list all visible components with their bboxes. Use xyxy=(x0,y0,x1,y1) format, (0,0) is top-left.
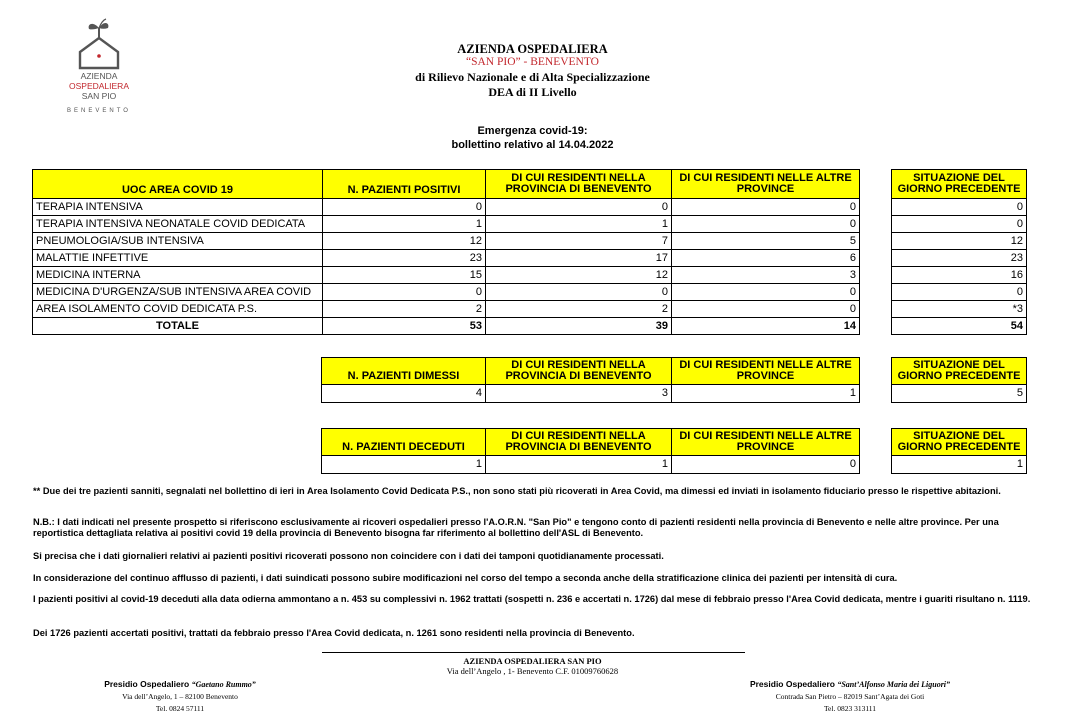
positives-value: 2 xyxy=(323,301,486,318)
note-data-changes: In considerazione del continuo afflusso di pazienti, i dati suindicati possono subire modificazioni nel corso del tempo a seconda anche della stratificazione clinica dei pazienti per intensità di cura. xyxy=(33,573,898,583)
area-name: MEDICINA D'URGENZA/SUB INTENSIVA AREA COVID xyxy=(33,284,323,301)
previous-day-value: 16 xyxy=(892,267,1027,284)
table-gap xyxy=(860,216,892,233)
discharged-count: 4 xyxy=(322,385,486,403)
footer-left-prefix: Presidio Ospedaliero xyxy=(104,679,192,689)
header-deceased-other xyxy=(672,429,860,456)
residents-other-value: 0 xyxy=(672,301,860,318)
table-gap xyxy=(860,385,892,403)
footer-divider xyxy=(322,652,745,653)
positives-value: 0 xyxy=(323,284,486,301)
residents-other-value: 14 xyxy=(672,318,860,335)
discharged-other: 1 xyxy=(672,385,860,403)
table-row xyxy=(33,233,1027,250)
footer-right-address: Contrada San Pietro – 82019 Sant’Agata dei Goti xyxy=(775,692,925,701)
discharged-bn: 3 xyxy=(486,385,672,403)
deceased-count: 1 xyxy=(322,456,486,474)
header-residents-bn-line2: PROVINCIA DI BENEVENTO xyxy=(505,183,652,195)
footer-right-name: “Sant’Alfonso Maria dei Liguori” xyxy=(837,680,951,689)
note-asterisk: ** Due dei tre pazienti sanniti, segnalati nel bollettino di ieri in Area Isolamento Covid Dedicata P.S., non sono stati più ricoverati in Area Covid, ma dimessi ed inviati in isolamento fiduciario presso le rispettive abitazioni. xyxy=(33,486,1001,496)
previous-day-value: 0 xyxy=(892,284,1027,301)
header-subtitle: di Rilievo Nazionale e di Alta Specializzazione xyxy=(415,70,650,84)
area-name: TERAPIA INTENSIVA NEONATALE COVID DEDICATA xyxy=(33,216,323,233)
deceased-prev: 1 xyxy=(892,456,1027,474)
residents-bn-value: 39 xyxy=(486,318,672,335)
residents-other-value: 3 xyxy=(672,267,860,284)
total-label: TOTALE xyxy=(33,318,323,335)
header-deceased-prev xyxy=(892,429,1027,456)
table-row xyxy=(33,284,1027,301)
header-deceased-prev-line1: SITUAZIONE DEL xyxy=(913,430,1005,442)
table-row xyxy=(322,456,1027,474)
table-row xyxy=(33,216,1027,233)
header-residents-bn-line1: DI CUI RESIDENTI NELLA xyxy=(511,172,646,184)
positives-value: 53 xyxy=(323,318,486,335)
note-data-mismatch: Si precisa che i dati giornalieri relativi ai pazienti positivi ricoverati possono non coincidere con i dati dei tamponi quotidianamente processati. xyxy=(33,551,664,561)
table-gap xyxy=(860,233,892,250)
header-discharged-prev-line2: GIORNO PRECEDENTE xyxy=(897,370,1021,382)
discharged-prev: 5 xyxy=(892,385,1027,403)
header-previous-day-line2: GIORNO PRECEDENTE xyxy=(897,183,1021,195)
positives-value: 1 xyxy=(323,216,486,233)
header-dea-level: DEA di II Livello xyxy=(488,85,577,99)
table-gap xyxy=(860,429,892,456)
residents-bn-value: 0 xyxy=(486,199,672,216)
positives-value: 0 xyxy=(323,199,486,216)
residents-other-value: 5 xyxy=(672,233,860,250)
header-title: AZIENDA OSPEDALIERA xyxy=(457,42,608,56)
header-residents-other-line2: PROVINCE xyxy=(736,183,795,195)
table-gap xyxy=(860,267,892,284)
footer-title: AZIENDA OSPEDALIERA SAN PIO xyxy=(463,656,602,666)
header-discharged-prev xyxy=(892,358,1027,385)
header-residents-other-line1: DI CUI RESIDENTI NELLE ALTRE xyxy=(679,172,852,184)
area-name: MEDICINA INTERNA xyxy=(33,267,323,284)
note-residents: Dei 1726 pazienti accertati positivi, trattati da febbraio presso l'Area Covid dedicata, n. 1261 sono residenti nella provincia di Benevento. xyxy=(33,628,635,638)
logo-line-4: BENEVENTO xyxy=(67,108,131,114)
bulletin-title: Emergenza covid-19: xyxy=(477,125,588,137)
table-row xyxy=(33,301,1027,318)
residents-bn-value: 1 xyxy=(486,216,672,233)
footer-right-prefix: Presidio Ospedaliero xyxy=(749,679,838,689)
residents-bn-value: 12 xyxy=(486,267,672,284)
previous-day-value: 23 xyxy=(892,250,1027,267)
header-deceased-other-line1: DI CUI RESIDENTI NELLE ALTRE xyxy=(679,430,852,442)
positives-value: 23 xyxy=(323,250,486,267)
header-deceased-bn-line2: PROVINCIA DI BENEVENTO xyxy=(505,441,652,453)
area-name: TERAPIA INTENSIVA xyxy=(33,199,323,216)
positives-value: 15 xyxy=(323,267,486,284)
note-deceased-totals: I pazienti positivi al covid-19 deceduti alla data odierna ammontano a n. 453 su complessivi n. 1962 trattati (sospetti n. 236 e accertati n. 1726) dal mese di febbraio presso l'Area Covid dedicata, mentre i guariti risultano n. 1119. xyxy=(33,594,1031,604)
logo-line-1: AZIENDA xyxy=(80,71,118,81)
table-row xyxy=(33,199,1027,216)
header-discharged-bn xyxy=(486,358,672,385)
residents-other-value: 0 xyxy=(672,284,860,301)
table-row xyxy=(33,267,1027,284)
discharged-table xyxy=(321,357,1027,403)
previous-day-value: *3 xyxy=(892,301,1027,318)
header-area: UOC AREA COVID 19 xyxy=(33,170,323,199)
table-gap xyxy=(860,358,892,385)
header-discharged-other xyxy=(672,358,860,385)
header-deceased-bn-line1: DI CUI RESIDENTI NELLA xyxy=(511,430,646,442)
footer-left-presidio xyxy=(80,680,280,712)
header-discharged-bn-line1: DI CUI RESIDENTI NELLA xyxy=(511,359,646,371)
table-gap xyxy=(860,250,892,267)
table-gap xyxy=(860,456,892,474)
area-name: AREA ISOLAMENTO COVID DEDICATA P.S. xyxy=(33,301,323,318)
header-deceased-other-line2: PROVINCE xyxy=(736,441,795,453)
header-previous-day xyxy=(892,170,1027,199)
table-gap xyxy=(860,301,892,318)
residents-other-value: 6 xyxy=(672,250,860,267)
previous-day-value: 12 xyxy=(892,233,1027,250)
header-deceased: N. PAZIENTI DECEDUTI xyxy=(322,429,486,456)
positives-table xyxy=(32,169,1027,335)
header-discharged-prev-line1: SITUAZIONE DEL xyxy=(913,359,1005,371)
area-name: PNEUMOLOGIA/SUB INTENSIVA xyxy=(33,233,323,250)
footer-left-name: “Gaetano Rummo” xyxy=(191,680,256,689)
footer-left-address: Via dell’Angelo, 1 – 82100 Benevento xyxy=(122,692,238,701)
deceased-bn: 1 xyxy=(486,456,672,474)
header-discharged: N. PAZIENTI DIMESSI xyxy=(322,358,486,385)
residents-bn-value: 0 xyxy=(486,284,672,301)
bulletin-date: bollettino relativo al 14.04.2022 xyxy=(451,139,614,151)
header-discharged-other-line2: PROVINCE xyxy=(736,370,795,382)
table-row xyxy=(322,385,1027,403)
header-deceased-prev-line2: GIORNO PRECEDENTE xyxy=(897,441,1021,453)
footer-right-phone: Tel. 0823 313111 xyxy=(823,703,877,713)
table-gap xyxy=(860,318,892,335)
area-name: MALATTIE INFETTIVE xyxy=(33,250,323,267)
footer-address: Via dell’Angelo , 1- Benevento C.F. 01009760628 xyxy=(446,666,619,676)
residents-bn-value: 2 xyxy=(486,301,672,318)
header-hospital-name: “SAN PIO” - BENEVENTO xyxy=(466,56,599,68)
header-residents-bn xyxy=(486,170,672,199)
table-gap xyxy=(860,199,892,216)
header-previous-day-line1: SITUAZIONE DEL xyxy=(913,172,1005,184)
footer-left-phone: Tel. 0824 57111 xyxy=(155,703,205,713)
header-deceased-bn xyxy=(486,429,672,456)
footer-left-title xyxy=(80,680,280,689)
footer-right-presidio xyxy=(720,680,980,712)
table-gap xyxy=(860,284,892,301)
previous-day-value: 0 xyxy=(892,216,1027,233)
deceased-other: 0 xyxy=(672,456,860,474)
header-discharged-other-line1: DI CUI RESIDENTI NELLE ALTRE xyxy=(679,359,852,371)
residents-other-value: 0 xyxy=(672,199,860,216)
note-nb: N.B.: I dati indicati nel presente prospetto si riferiscono esclusivamente ai ricoveri ospedalieri presso l'A.O.R.N. "San Pio" e tengono conto di pazienti residenti nella provincia di Benevento e nelle altre province. Per una reportistica dettagliata relativa ai positivi covid 19 della provincia di Benevento bisogna far riferimento al bollettino dell'ASL di Benevento. xyxy=(33,517,999,538)
header-discharged-bn-line2: PROVINCIA DI BENEVENTO xyxy=(505,370,652,382)
header-residents-other xyxy=(672,170,860,199)
header-positives: N. PAZIENTI POSITIVI xyxy=(323,170,486,199)
previous-day-value: 0 xyxy=(892,199,1027,216)
deceased-table xyxy=(321,428,1027,474)
residents-bn-value: 17 xyxy=(486,250,672,267)
logo-line-2: OSPEDALIERA xyxy=(69,81,129,91)
residents-bn-value: 7 xyxy=(486,233,672,250)
table-gap xyxy=(860,170,892,199)
logo-line-3: SAN PIO xyxy=(81,91,117,101)
previous-day-value: 54 xyxy=(892,318,1027,335)
footer-right-title xyxy=(720,680,980,689)
residents-other-value: 0 xyxy=(672,216,860,233)
positives-value: 12 xyxy=(323,233,486,250)
table-total-row xyxy=(33,318,1027,335)
table-row xyxy=(33,250,1027,267)
